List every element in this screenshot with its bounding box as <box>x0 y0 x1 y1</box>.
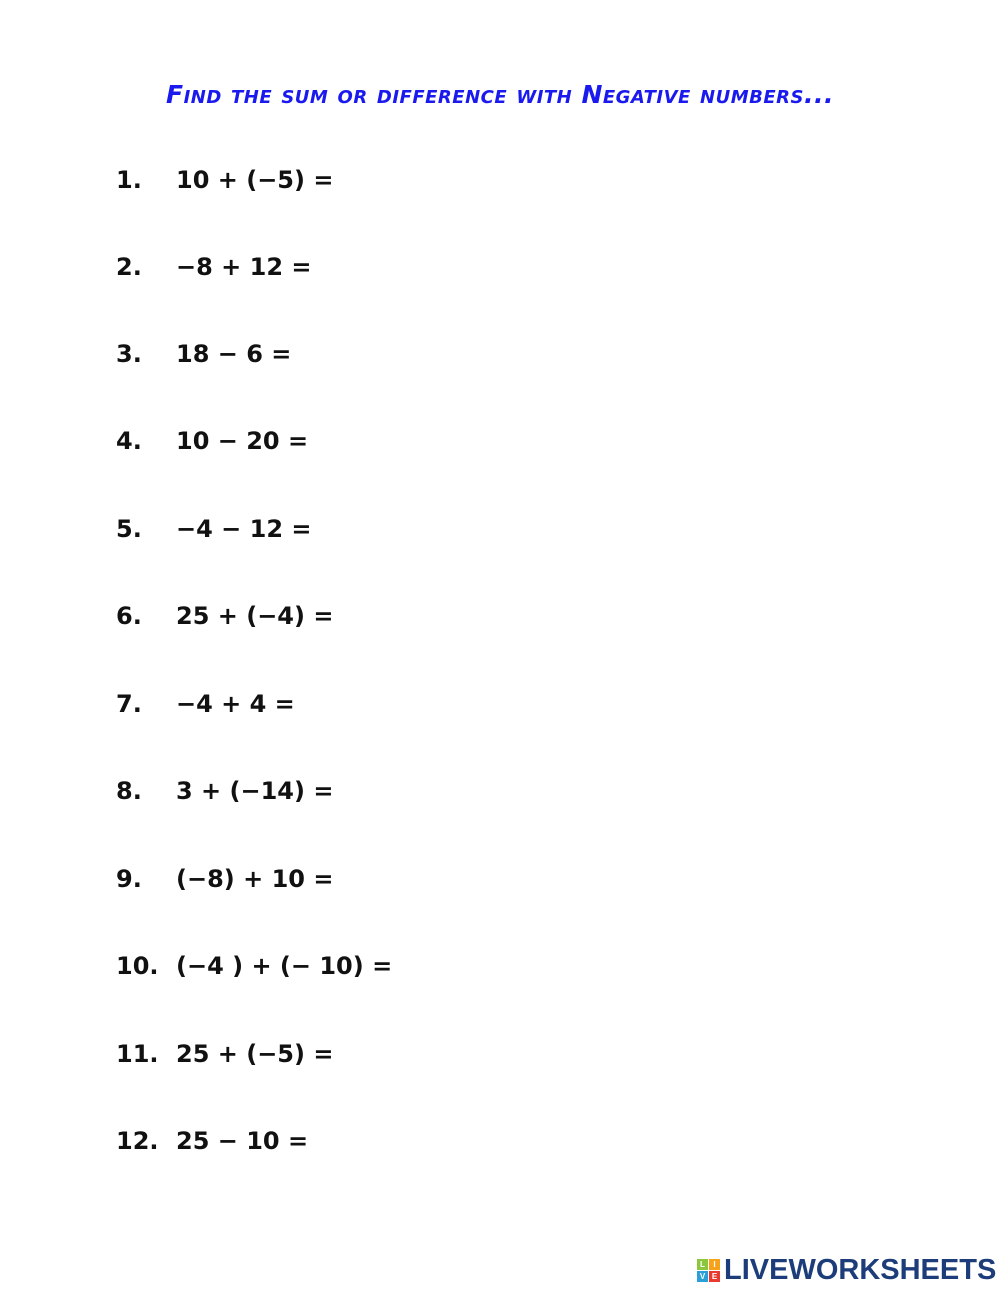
problem-5 <box>116 509 312 549</box>
problem-6 <box>116 596 333 636</box>
problem-number: 11. <box>116 1040 159 1068</box>
problem-expression: 25 − 10 = <box>176 1127 309 1155</box>
logo-text: LIVEWORKSHEETS <box>724 1254 997 1286</box>
problem-12 <box>116 1121 308 1161</box>
problem-10 <box>116 946 392 986</box>
problem-number: 8. <box>116 777 142 805</box>
logo-block: L <box>697 1259 708 1270</box>
problem-number: 10. <box>116 952 159 980</box>
problem-4 <box>116 421 308 461</box>
problem-1 <box>116 160 333 200</box>
problem-number: 9. <box>116 865 142 893</box>
problem-number: 6. <box>116 602 142 630</box>
problem-expression: 18 − 6 = <box>176 340 292 368</box>
logo-block: V <box>697 1271 708 1282</box>
problem-expression: 10 − 20 = <box>176 427 309 455</box>
problem-8 <box>116 771 333 811</box>
problem-expression: −4 + 4 = <box>176 690 295 718</box>
problem-7 <box>116 684 295 724</box>
problem-number: 3. <box>116 340 142 368</box>
problem-expression: 25 + (−5) = <box>176 1040 334 1068</box>
problem-number: 2. <box>116 253 142 281</box>
problem-11 <box>116 1034 333 1074</box>
problem-number: 5. <box>116 515 142 543</box>
logo-block: I <box>709 1259 720 1270</box>
worksheet-title: Find the sum or difference with Negative numbers... <box>166 80 834 109</box>
problem-number: 4. <box>116 427 142 455</box>
live-blocks-icon <box>697 1259 720 1282</box>
liveworksheets-logo <box>697 1254 996 1287</box>
problem-expression: 25 + (−4) = <box>176 602 334 630</box>
problem-expression: −4 − 12 = <box>176 515 312 543</box>
problem-expression: −8 + 12 = <box>176 253 312 281</box>
problem-expression: 3 + (−14) = <box>176 777 334 805</box>
problem-number: 7. <box>116 690 142 718</box>
problem-expression: (−8) + 10 = <box>176 865 334 893</box>
problem-expression: 10 + (−5) = <box>176 166 334 194</box>
logo-block: E <box>709 1271 720 1282</box>
problem-expression: (−4 ) + (− 10) = <box>176 952 393 980</box>
problem-number: 12. <box>116 1127 159 1155</box>
problem-9 <box>116 859 333 899</box>
problem-number: 1. <box>116 166 142 194</box>
problem-2 <box>116 247 312 287</box>
problem-3 <box>116 334 291 374</box>
